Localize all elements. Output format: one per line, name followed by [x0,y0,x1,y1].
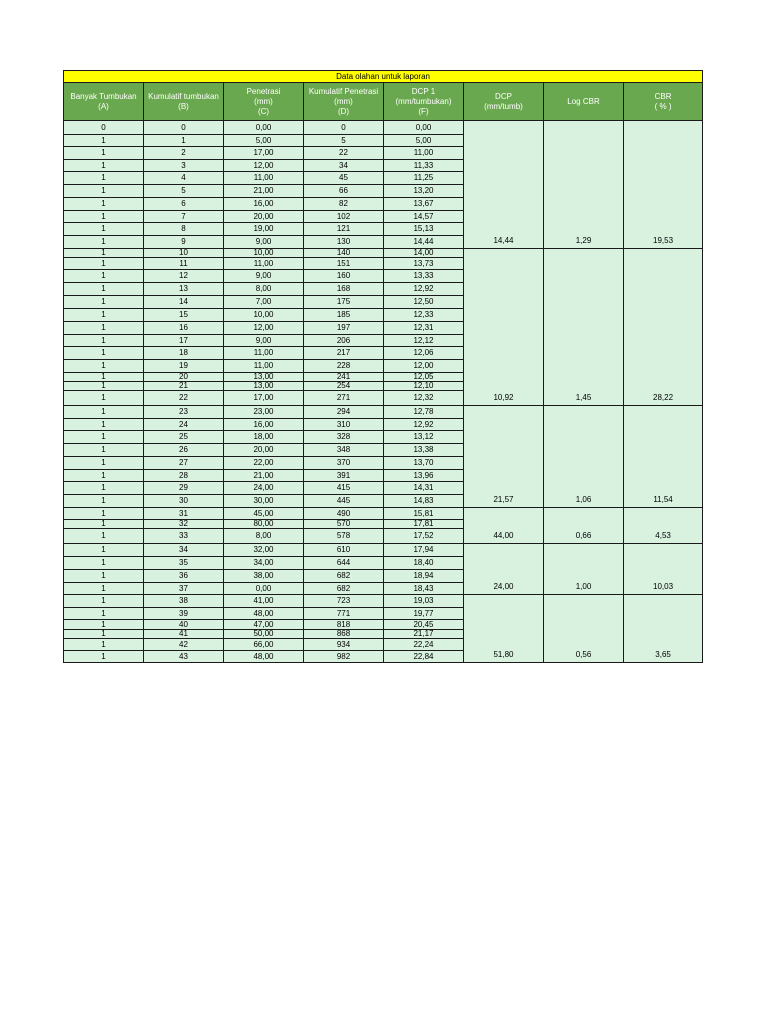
cell-kumulatif-penetrasi: 370 [304,457,384,470]
cell-dcp-1: 19,03 [384,595,464,608]
header-kumulatif-tumbukan [144,83,224,121]
cell-penetrasi: 23,00 [224,406,304,419]
cell-kumulatif-tumbukan: 4 [144,172,224,185]
cell-kumulatif-penetrasi: 578 [304,529,384,544]
cell-banyak-tumbukan: 1 [64,270,144,283]
cell-banyak-tumbukan: 1 [64,198,144,211]
cell-kumulatif-tumbukan: 43 [144,651,224,663]
table-body [64,121,703,663]
cell-penetrasi: 0,00 [224,121,304,135]
cell-log-cbr-result: 1,06 [544,406,624,508]
cell-dcp-1: 14,83 [384,495,464,508]
cell-penetrasi: 8,00 [224,529,304,544]
cell-banyak-tumbukan: 1 [64,630,144,639]
cell-kumulatif-tumbukan: 37 [144,583,224,595]
header-dcp-1 [384,83,464,121]
cell-kumulatif-tumbukan: 16 [144,322,224,335]
cell-kumulatif-tumbukan: 0 [144,121,224,135]
header-line: Log CBR [567,96,600,106]
cell-penetrasi: 16,00 [224,419,304,431]
cell-kumulatif-tumbukan: 33 [144,529,224,544]
cell-kumulatif-tumbukan: 2 [144,147,224,160]
cell-banyak-tumbukan: 1 [64,406,144,419]
cell-penetrasi: 22,00 [224,457,304,470]
cell-kumulatif-tumbukan: 28 [144,470,224,482]
cell-kumulatif-penetrasi: 254 [304,382,384,391]
cell-dcp-1: 11,25 [384,172,464,185]
cell-banyak-tumbukan: 1 [64,322,144,335]
cell-dcp-1: 20,45 [384,620,464,630]
cell-kumulatif-penetrasi: 160 [304,270,384,283]
header-penetrasi [224,83,304,121]
cell-banyak-tumbukan: 1 [64,296,144,309]
cell-kumulatif-penetrasi: 0 [304,121,384,135]
header-cbr [624,83,703,121]
cell-dcp-1: 21,17 [384,630,464,639]
cell-dcp-1: 13,33 [384,270,464,283]
cell-kumulatif-penetrasi: 217 [304,347,384,360]
cell-kumulatif-tumbukan: 18 [144,347,224,360]
cell-kumulatif-penetrasi: 294 [304,406,384,419]
cell-dcp-1: 22,24 [384,639,464,651]
cell-banyak-tumbukan: 1 [64,508,144,520]
cell-cbr-result: 4,53 [624,508,703,544]
cell-penetrasi: 10,00 [224,249,304,258]
cell-kumulatif-penetrasi: 82 [304,198,384,211]
cell-dcp-1: 12,78 [384,406,464,419]
cell-dcp-1: 12,10 [384,382,464,391]
cell-kumulatif-tumbukan: 24 [144,419,224,431]
cell-penetrasi: 17,00 [224,147,304,160]
cell-dcp-result: 10,92 [464,249,544,406]
cell-kumulatif-penetrasi: 570 [304,520,384,529]
cell-dcp-1: 17,52 [384,529,464,544]
cell-kumulatif-tumbukan: 3 [144,160,224,172]
cell-banyak-tumbukan: 1 [64,544,144,557]
header-line: (mm/tumbukan) [395,96,452,106]
cell-banyak-tumbukan: 1 [64,135,144,147]
cell-dcp-1: 12,92 [384,283,464,296]
cell-dcp-1: 12,05 [384,373,464,382]
cell-penetrasi: 20,00 [224,444,304,457]
cell-banyak-tumbukan: 1 [64,595,144,608]
table-row [64,249,703,258]
cell-penetrasi: 9,00 [224,335,304,347]
cell-kumulatif-tumbukan: 13 [144,283,224,296]
cell-kumulatif-penetrasi: 682 [304,570,384,583]
cell-penetrasi: 45,00 [224,508,304,520]
cell-penetrasi: 5,00 [224,135,304,147]
cell-penetrasi: 30,00 [224,495,304,508]
header-log-cbr [544,83,624,121]
cell-kumulatif-penetrasi: 868 [304,630,384,639]
cell-kumulatif-tumbukan: 34 [144,544,224,557]
cell-kumulatif-penetrasi: 610 [304,544,384,557]
cell-kumulatif-penetrasi: 140 [304,249,384,258]
cell-banyak-tumbukan: 1 [64,360,144,373]
cell-kumulatif-tumbukan: 9 [144,236,224,249]
cell-penetrasi: 80,00 [224,520,304,529]
cell-penetrasi: 50,00 [224,630,304,639]
cell-banyak-tumbukan: 1 [64,444,144,457]
cell-kumulatif-tumbukan: 19 [144,360,224,373]
cell-kumulatif-penetrasi: 982 [304,651,384,663]
cell-kumulatif-tumbukan: 36 [144,570,224,583]
cell-kumulatif-penetrasi: 34 [304,160,384,172]
cell-banyak-tumbukan: 1 [64,373,144,382]
cell-kumulatif-penetrasi: 151 [304,258,384,270]
cell-kumulatif-tumbukan: 10 [144,249,224,258]
cell-banyak-tumbukan: 1 [64,583,144,595]
cell-kumulatif-tumbukan: 25 [144,431,224,444]
header-line: DCP 1 [411,86,436,96]
cell-kumulatif-penetrasi: 175 [304,296,384,309]
cell-banyak-tumbukan: 1 [64,608,144,620]
cell-penetrasi: 16,00 [224,198,304,211]
cell-banyak-tumbukan: 1 [64,160,144,172]
cell-penetrasi: 48,00 [224,608,304,620]
header-line: Kumulatif Penetrasi [308,86,379,96]
header-line: (B) [178,101,189,111]
cell-kumulatif-tumbukan: 42 [144,639,224,651]
cell-dcp-1: 0,00 [384,121,464,135]
cell-dcp-1: 14,44 [384,236,464,249]
cell-kumulatif-penetrasi: 121 [304,223,384,236]
cell-kumulatif-penetrasi: 102 [304,211,384,223]
cell-banyak-tumbukan: 1 [64,223,144,236]
cell-dcp-result: 44,00 [464,508,544,544]
cell-banyak-tumbukan: 0 [64,121,144,135]
cell-penetrasi: 17,00 [224,391,304,406]
cell-banyak-tumbukan: 1 [64,258,144,270]
cell-dcp-1: 17,81 [384,520,464,529]
cell-banyak-tumbukan: 1 [64,147,144,160]
header-line: Banyak Tumbukan [70,91,137,101]
cell-kumulatif-penetrasi: 934 [304,639,384,651]
cell-kumulatif-tumbukan: 40 [144,620,224,630]
cell-dcp-1: 13,12 [384,431,464,444]
cell-penetrasi: 11,00 [224,258,304,270]
cell-kumulatif-penetrasi: 445 [304,495,384,508]
cell-banyak-tumbukan: 1 [64,391,144,406]
cell-kumulatif-penetrasi: 644 [304,557,384,570]
cell-kumulatif-tumbukan: 11 [144,258,224,270]
cell-dcp-result: 51,80 [464,595,544,663]
header-line: CBR [654,91,672,101]
header-line: (D) [337,106,350,116]
cell-penetrasi: 9,00 [224,270,304,283]
cell-kumulatif-penetrasi: 130 [304,236,384,249]
cell-dcp-1: 12,00 [384,360,464,373]
cell-penetrasi: 19,00 [224,223,304,236]
cell-penetrasi: 7,00 [224,296,304,309]
cell-kumulatif-tumbukan: 8 [144,223,224,236]
header-dcp [464,83,544,121]
cell-kumulatif-tumbukan: 39 [144,608,224,620]
cell-banyak-tumbukan: 1 [64,172,144,185]
cell-kumulatif-tumbukan: 26 [144,444,224,457]
cell-dcp-1: 15,13 [384,223,464,236]
cell-cbr-result: 11,54 [624,406,703,508]
cell-kumulatif-tumbukan: 23 [144,406,224,419]
header-line: Penetrasi [246,86,281,96]
cell-kumulatif-penetrasi: 818 [304,620,384,630]
table-row [64,544,703,557]
cell-kumulatif-tumbukan: 6 [144,198,224,211]
cell-kumulatif-penetrasi: 5 [304,135,384,147]
cell-dcp-1: 13,70 [384,457,464,470]
cell-banyak-tumbukan: 1 [64,520,144,529]
cell-kumulatif-tumbukan: 14 [144,296,224,309]
cell-dcp-1: 12,92 [384,419,464,431]
cell-dcp-1: 13,96 [384,470,464,482]
cell-dcp-1: 11,33 [384,160,464,172]
cell-kumulatif-penetrasi: 45 [304,172,384,185]
cell-dcp-result: 21,57 [464,406,544,508]
cell-dcp-1: 18,94 [384,570,464,583]
cell-dcp-1: 12,32 [384,391,464,406]
cell-banyak-tumbukan: 1 [64,495,144,508]
cell-kumulatif-penetrasi: 241 [304,373,384,382]
cell-dcp-1: 14,00 [384,249,464,258]
cell-cbr-result: 19,53 [624,121,703,249]
cell-banyak-tumbukan: 1 [64,211,144,223]
cell-banyak-tumbukan: 1 [64,419,144,431]
cell-dcp-1: 18,43 [384,583,464,595]
cell-penetrasi: 13,00 [224,373,304,382]
header-line: (mm) [254,96,273,106]
cell-log-cbr-result: 1,00 [544,544,624,595]
header-line: DCP [495,91,512,101]
cell-dcp-1: 17,94 [384,544,464,557]
cell-kumulatif-tumbukan: 38 [144,595,224,608]
cell-penetrasi: 24,00 [224,482,304,495]
cell-kumulatif-tumbukan: 32 [144,520,224,529]
header-banyak-tumbukan [64,83,144,121]
cell-banyak-tumbukan: 1 [64,470,144,482]
cell-kumulatif-penetrasi: 723 [304,595,384,608]
cell-banyak-tumbukan: 1 [64,529,144,544]
cell-kumulatif-tumbukan: 15 [144,309,224,322]
cell-kumulatif-penetrasi: 271 [304,391,384,406]
cell-log-cbr-result: 1,45 [544,249,624,406]
cell-penetrasi: 47,00 [224,620,304,630]
header-line: (F) [418,106,429,116]
cell-penetrasi: 38,00 [224,570,304,583]
cell-penetrasi: 11,00 [224,172,304,185]
cell-dcp-1: 18,40 [384,557,464,570]
cell-log-cbr-result: 0,56 [544,595,624,663]
cell-banyak-tumbukan: 1 [64,570,144,583]
cell-cbr-result: 28,22 [624,249,703,406]
cell-dcp-1: 14,57 [384,211,464,223]
cell-dcp-1: 13,20 [384,185,464,198]
cell-kumulatif-tumbukan: 31 [144,508,224,520]
cell-banyak-tumbukan: 1 [64,335,144,347]
cell-penetrasi: 0,00 [224,583,304,595]
cell-penetrasi: 48,00 [224,651,304,663]
cell-banyak-tumbukan: 1 [64,620,144,630]
cell-banyak-tumbukan: 1 [64,639,144,651]
cell-dcp-1: 12,31 [384,322,464,335]
cell-penetrasi: 13,00 [224,382,304,391]
cell-kumulatif-tumbukan: 1 [144,135,224,147]
cell-banyak-tumbukan: 1 [64,557,144,570]
cell-kumulatif-penetrasi: 771 [304,608,384,620]
cell-log-cbr-result: 0,66 [544,508,624,544]
cell-kumulatif-tumbukan: 7 [144,211,224,223]
cell-kumulatif-tumbukan: 12 [144,270,224,283]
cell-banyak-tumbukan: 1 [64,347,144,360]
cell-penetrasi: 18,00 [224,431,304,444]
cell-dcp-1: 12,33 [384,309,464,322]
cell-penetrasi: 21,00 [224,185,304,198]
header-line: (C) [257,106,270,116]
cell-penetrasi: 41,00 [224,595,304,608]
cell-kumulatif-tumbukan: 30 [144,495,224,508]
cell-kumulatif-penetrasi: 197 [304,322,384,335]
cell-cbr-result: 3,65 [624,595,703,663]
cell-dcp-1: 14,31 [384,482,464,495]
cell-kumulatif-penetrasi: 415 [304,482,384,495]
cell-banyak-tumbukan: 1 [64,431,144,444]
cell-kumulatif-penetrasi: 22 [304,147,384,160]
cell-banyak-tumbukan: 1 [64,651,144,663]
cell-dcp-1: 12,06 [384,347,464,360]
cell-kumulatif-penetrasi: 682 [304,583,384,595]
table-row [64,595,703,608]
cell-kumulatif-tumbukan: 17 [144,335,224,347]
header-kumulatif-penetrasi [304,83,384,121]
table-row [64,121,703,135]
table-title: Data olahan untuk laporan [64,71,703,83]
dcp-data-table [63,70,703,663]
cell-kumulatif-tumbukan: 21 [144,382,224,391]
cell-penetrasi: 21,00 [224,470,304,482]
cell-log-cbr-result: 1,29 [544,121,624,249]
cell-banyak-tumbukan: 1 [64,249,144,258]
cell-kumulatif-penetrasi: 310 [304,419,384,431]
header-row [64,83,703,121]
cell-banyak-tumbukan: 1 [64,236,144,249]
cell-kumulatif-tumbukan: 22 [144,391,224,406]
cell-kumulatif-penetrasi: 228 [304,360,384,373]
cell-dcp-1: 13,38 [384,444,464,457]
cell-dcp-1: 13,73 [384,258,464,270]
header-line: Kumulatif tumbukan [148,91,219,101]
cell-cbr-result: 10,03 [624,544,703,595]
cell-penetrasi: 12,00 [224,160,304,172]
cell-kumulatif-tumbukan: 5 [144,185,224,198]
cell-banyak-tumbukan: 1 [64,457,144,470]
cell-kumulatif-tumbukan: 20 [144,373,224,382]
cell-penetrasi: 9,00 [224,236,304,249]
header-line: ( % ) [654,101,672,111]
cell-dcp-1: 12,50 [384,296,464,309]
header-line: (A) [98,101,109,111]
cell-banyak-tumbukan: 1 [64,185,144,198]
cell-banyak-tumbukan: 1 [64,482,144,495]
cell-dcp-1: 22,84 [384,651,464,663]
cell-kumulatif-penetrasi: 66 [304,185,384,198]
cell-kumulatif-penetrasi: 328 [304,431,384,444]
cell-banyak-tumbukan: 1 [64,283,144,296]
cell-penetrasi: 11,00 [224,360,304,373]
cell-dcp-1: 15,81 [384,508,464,520]
cell-penetrasi: 32,00 [224,544,304,557]
cell-kumulatif-penetrasi: 348 [304,444,384,457]
cell-dcp-result: 14,44 [464,121,544,249]
cell-kumulatif-penetrasi: 391 [304,470,384,482]
cell-penetrasi: 34,00 [224,557,304,570]
table-row [64,508,703,520]
cell-kumulatif-penetrasi: 490 [304,508,384,520]
cell-kumulatif-tumbukan: 29 [144,482,224,495]
table-row [64,406,703,419]
cell-penetrasi: 11,00 [224,347,304,360]
cell-dcp-1: 5,00 [384,135,464,147]
cell-kumulatif-penetrasi: 206 [304,335,384,347]
cell-kumulatif-tumbukan: 27 [144,457,224,470]
header-line: (mm) [334,96,353,106]
cell-penetrasi: 10,00 [224,309,304,322]
cell-banyak-tumbukan: 1 [64,309,144,322]
cell-kumulatif-penetrasi: 168 [304,283,384,296]
header-line: (mm/tumb) [484,101,523,111]
cell-dcp-1: 13,67 [384,198,464,211]
cell-penetrasi: 20,00 [224,211,304,223]
cell-banyak-tumbukan: 1 [64,382,144,391]
cell-kumulatif-penetrasi: 185 [304,309,384,322]
cell-penetrasi: 66,00 [224,639,304,651]
cell-penetrasi: 12,00 [224,322,304,335]
cell-kumulatif-tumbukan: 41 [144,630,224,639]
cell-dcp-1: 11,00 [384,147,464,160]
cell-kumulatif-tumbukan: 35 [144,557,224,570]
cell-dcp-result: 24,00 [464,544,544,595]
cell-dcp-1: 19,77 [384,608,464,620]
cell-penetrasi: 8,00 [224,283,304,296]
cell-dcp-1: 12,12 [384,335,464,347]
